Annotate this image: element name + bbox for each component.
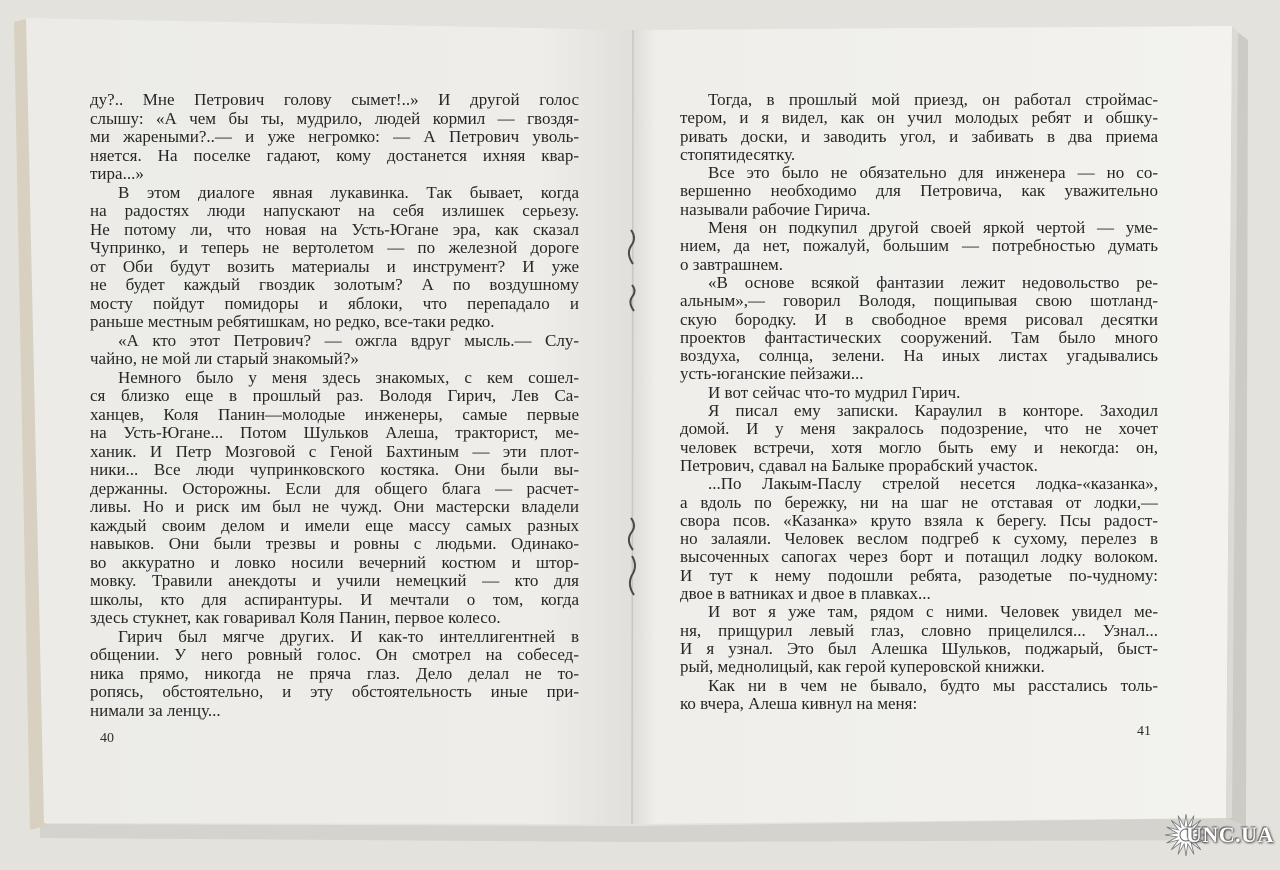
right-page-text xyxy=(680,91,1158,713)
text-line: высоченных сапогах через борт и потащил лодку волоком. xyxy=(680,548,1158,567)
gutter xyxy=(632,30,633,824)
text-line: усть-юганские пейзажи... xyxy=(680,365,864,384)
text-line: И вот я уже там, рядом с ними. Человек увидел ме- xyxy=(708,603,1158,622)
text-line: но залаяли. Человек веслом подгреб к сухому, перелез в xyxy=(680,530,1158,549)
paragraph xyxy=(680,164,1158,219)
text-line: двое в ватниках и двое в плавках... xyxy=(680,585,931,604)
text-line: называли рабочие Гирича. xyxy=(680,200,871,219)
text-line: ду?.. Мне Петрович голову сымет!..» И другой голос xyxy=(90,91,579,109)
page-number-right: 41 xyxy=(1137,724,1151,739)
paragraph xyxy=(680,677,1158,714)
paragraph xyxy=(680,603,1158,676)
text-line: Меня он подкупил другой своей яркой чертой — уме- xyxy=(708,219,1158,238)
text-line: от Оби будут возить материалы и инструмент? И уже xyxy=(90,257,579,276)
text-line: няется. На поселке гадают, кому достанется ихняя квар- xyxy=(90,146,579,165)
paragraph xyxy=(90,184,579,332)
text-line: на Усть-Югане... Потом Шульков Алеша, тракторист, ме- xyxy=(90,424,579,442)
paragraph xyxy=(680,219,1158,274)
text-line: а вдоль по бережку, ни на шаг не отставая от лодки,— xyxy=(680,493,1158,512)
text-line: школы, кто для аспирантуры. И мечтали о том, когда xyxy=(90,590,579,609)
text-line: воздуха, солнца, зелени. На иных листах угадывались xyxy=(680,347,1158,366)
text-line: ника прямо, никогда не пряча глаз. Дело делал не то- xyxy=(90,664,579,683)
text-line: нием, да нет, пожалуй, большим — потребностью думать xyxy=(680,237,1158,256)
text-line: ми жареными?..— и уже негромко: — А Петрович уволь- xyxy=(90,128,579,146)
paragraph xyxy=(90,369,579,628)
text-line: рый, меднолицый, как герой куперовской книжки. xyxy=(680,658,1045,677)
paragraph xyxy=(90,628,579,721)
paragraph xyxy=(680,91,1158,164)
paragraph xyxy=(90,332,579,369)
text-line: стопятидесятку. xyxy=(680,145,796,164)
text-line: ханик. И Петр Мозговой с Геной Бахтиным — эти плот- xyxy=(90,442,579,461)
text-line: здесь стукнет, как говаривал Коля Панин, первое колесо. xyxy=(90,609,501,627)
text-line: ривать доски, и заводить угол, и забивать в два приема xyxy=(680,127,1158,146)
text-line: о завтрашнем. xyxy=(680,255,784,274)
text-line: человек встречи, хотя могло быть ему и некогда: он, xyxy=(680,438,1158,457)
paragraph xyxy=(680,475,1158,603)
text-line: И я узнал. Это был Алешка Шульков, поджарый, быст- xyxy=(680,639,1158,658)
text-line: раньше местным ребятишкам, но редко, все-таки редко. xyxy=(90,313,495,331)
text-line: проектов фантастических сооружений. Там было много xyxy=(680,328,1158,347)
paragraph xyxy=(680,384,1158,402)
text-line: тером, и я видел, как он учил молодых ребят и обшку- xyxy=(680,109,1158,128)
text-line: альным»,— говорил Володя, пощипывая свою шотланд- xyxy=(680,292,1158,311)
paragraph xyxy=(90,91,579,184)
text-line: тира...» xyxy=(90,165,144,183)
text-line: чайно, не мой ли старый знакомый?» xyxy=(90,350,359,368)
text-line: на радостях люди напускают на себя излишек серьезу. xyxy=(90,202,579,220)
text-line: Тогда, в прошлый мой приезд, он работал строймас- xyxy=(708,91,1158,109)
text-line: Как ни в чем не бывало, будто мы расстались толь- xyxy=(708,676,1158,695)
text-line: навыков. Они были трезвы и ровны с людьми. Одинако- xyxy=(90,535,579,553)
text-line: Не потому ли, что новая на Усть-Югане эра, как сказал xyxy=(90,220,579,239)
text-line: мовку. Травили анекдоты и учили немецкий — кто для xyxy=(90,572,579,590)
text-line: ня, прищурил левый глаз, словно прицелился... Узнал... xyxy=(680,621,1158,640)
text-line: Я писал ему записки. Караулил в конторе. Заходил xyxy=(708,402,1158,421)
text-line: скую бородку. И в свободное время рисовал десятки xyxy=(680,310,1158,329)
text-line: Немного было у меня здесь знакомых, с кем сошел- xyxy=(118,368,579,387)
text-line: вершенно необходимо для Петровича, как уважительно xyxy=(680,182,1158,201)
text-line: ся близко еще в прошлый раз. Володя Гирич, Лев Са- xyxy=(90,387,579,405)
text-line: каждый своим делом и имели еще массу самых разных xyxy=(90,516,579,535)
text-line: свора псов. «Казанка» круто взяла к берегу. Псы радост- xyxy=(680,511,1158,530)
text-line: держанны. Осторожны. Если для общего блага — расчет- xyxy=(90,479,579,498)
text-line: ко вчера, Алеша кивнул на меня: xyxy=(680,694,918,713)
page-number-left: 40 xyxy=(100,731,114,746)
text-line: мосту пойдут помидоры и яблоки, что перепадало и xyxy=(90,294,579,313)
text-line: домой. И у меня закралось подозрение, что не хочет xyxy=(680,420,1158,439)
text-line: общении. У него ровный голос. Он смотрел на собесед- xyxy=(90,646,579,664)
text-line: ...По Лакым-Паслу стрелой несется лодка-«казанка», xyxy=(708,475,1158,494)
text-line: ропясь, обстоятельно, и эту обстоятельность иные при- xyxy=(90,683,579,701)
text-line: Все это было не обязательно для инженера — но со- xyxy=(708,164,1158,183)
text-line: ханцев, Коля Панин—молодые инженеры, самые первые xyxy=(90,405,579,424)
text-line: «В основе всякой фантазии лежит недовольство ре- xyxy=(708,273,1158,292)
text-line: «А кто этот Петрович? — ожгла вдруг мысль.— Слу- xyxy=(118,331,579,350)
text-line: Чупринко, и теперь не вертолетом — по железной дороге xyxy=(90,239,579,257)
text-line: во аккуратно и ловко носили вечерний костюм и штор- xyxy=(90,553,579,572)
text-line: нимали за ленцу... xyxy=(90,701,221,720)
watermark: UNC.UA xyxy=(1186,822,1274,847)
paragraph xyxy=(680,402,1158,475)
text-line: И вот сейчас что-то мудрил Гирич. xyxy=(708,383,961,402)
text-line: ливы. Но и риск им был не чужд. Они мастерски владели xyxy=(90,498,579,516)
text-line: не будет каждый гвоздик золотым? А по воздушному xyxy=(90,276,579,294)
left-page-text xyxy=(90,91,579,720)
text-line: В этом диалоге явная лукавинка. Так бывает, когда xyxy=(118,183,579,202)
text-line: Гирич был мягче других. И как-то интеллигентней в xyxy=(118,627,579,646)
text-line: Петрович, сдавал на Балыке прорабский участок. xyxy=(680,456,1038,475)
paragraph xyxy=(680,274,1158,384)
text-line: И тут к нему подошли ребята, разодетые по-чудному: xyxy=(680,566,1158,585)
text-line: ники... Все люди чупринковского костяка. Они были вы- xyxy=(90,461,579,479)
text-line: слышу: «А чем бы ты, мудрило, людей кормил — гвоздя- xyxy=(90,109,579,128)
